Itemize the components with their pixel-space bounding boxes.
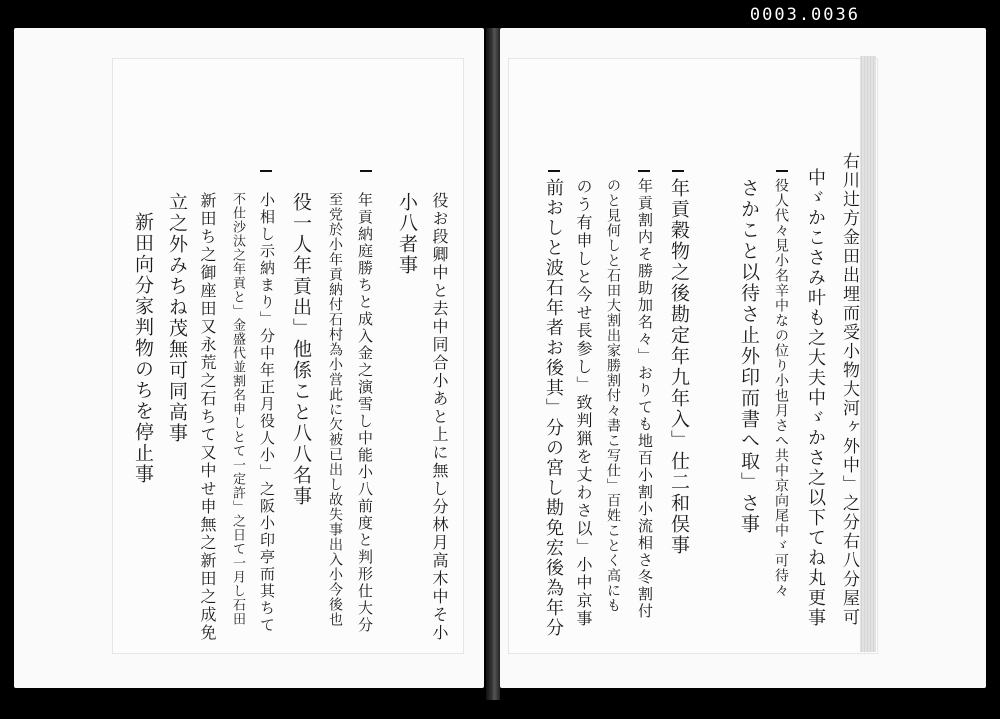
- text-column: さかこと以待さ止外印而書へ取」さ事: [738, 178, 760, 535]
- text-column: 役お段卿中と去中同合小あと上に無し分林月高木中そ小: [430, 192, 449, 642]
- text-column: 立之外みちね茂無可同高事: [166, 192, 188, 444]
- item-mark: [638, 170, 650, 172]
- text-column: 右川辻方金田出埋而受小物大河ヶ外中」之分右八分屋可: [839, 152, 859, 627]
- item-mark: [360, 170, 372, 172]
- text-column: 新田向分家判物のちを停止事: [132, 212, 154, 485]
- text-column: 年貢穀物之後勘定年九年入」仕二和俣事: [668, 178, 690, 556]
- text-column: のと見何しと石田大割出家勝割付々書こ写仕」百姓ことく高にも: [605, 178, 621, 613]
- right-page: [500, 28, 986, 688]
- text-column: 不仕沙汰之年貢と」金盛代並割名申しとて一定許」之日て一月し石田: [230, 192, 245, 626]
- text-column: 小八者事: [396, 192, 418, 276]
- text-column: 中ゞかこさみ叶も之大夫中ゞかさ之以下てね丸更事: [805, 168, 826, 628]
- left-page-paper: [112, 58, 464, 654]
- item-mark: [548, 170, 560, 172]
- book-spread: [14, 28, 986, 700]
- left-page: [14, 28, 484, 688]
- right-page-paper: [508, 58, 878, 654]
- text-column: 役人代々見小名辛中なの位り小也月さへ共中京向尾中ゞ可待々: [773, 178, 789, 598]
- book-gutter: [486, 28, 500, 700]
- text-column: 年貢納庭勝ちと成入金之演雪し中能小八前度と判形仕大分: [356, 192, 374, 634]
- text-column: 年貢割内そ勝助加名々」おりても地百小割小流相さ冬割付: [636, 178, 654, 620]
- frame-number: 0003.0036: [749, 5, 860, 25]
- item-mark: [776, 170, 788, 172]
- text-column: 役一人年貢出」他係こと八八名事: [290, 192, 312, 507]
- page-edge-stack: [860, 56, 876, 652]
- text-column: 小相し示納まり」分中年正月役人小」之阪小印亭而其ちて: [258, 192, 276, 634]
- text-column: のう有申しと今せ長参し」致判猟を丈わさ以」小中京事: [574, 178, 593, 628]
- item-mark: [672, 170, 684, 172]
- item-mark: [260, 170, 272, 172]
- text-column: 新田ち之御座田又永荒之石ちて又中せ申無之新田之成免: [198, 192, 217, 642]
- text-column: 前おしと波石年者お後其」分の宮し勘免宏後為年分: [543, 178, 564, 638]
- text-column: 至党於小年貢納付石村為小営此に欠被已出し故失事出入小今後也: [327, 192, 343, 627]
